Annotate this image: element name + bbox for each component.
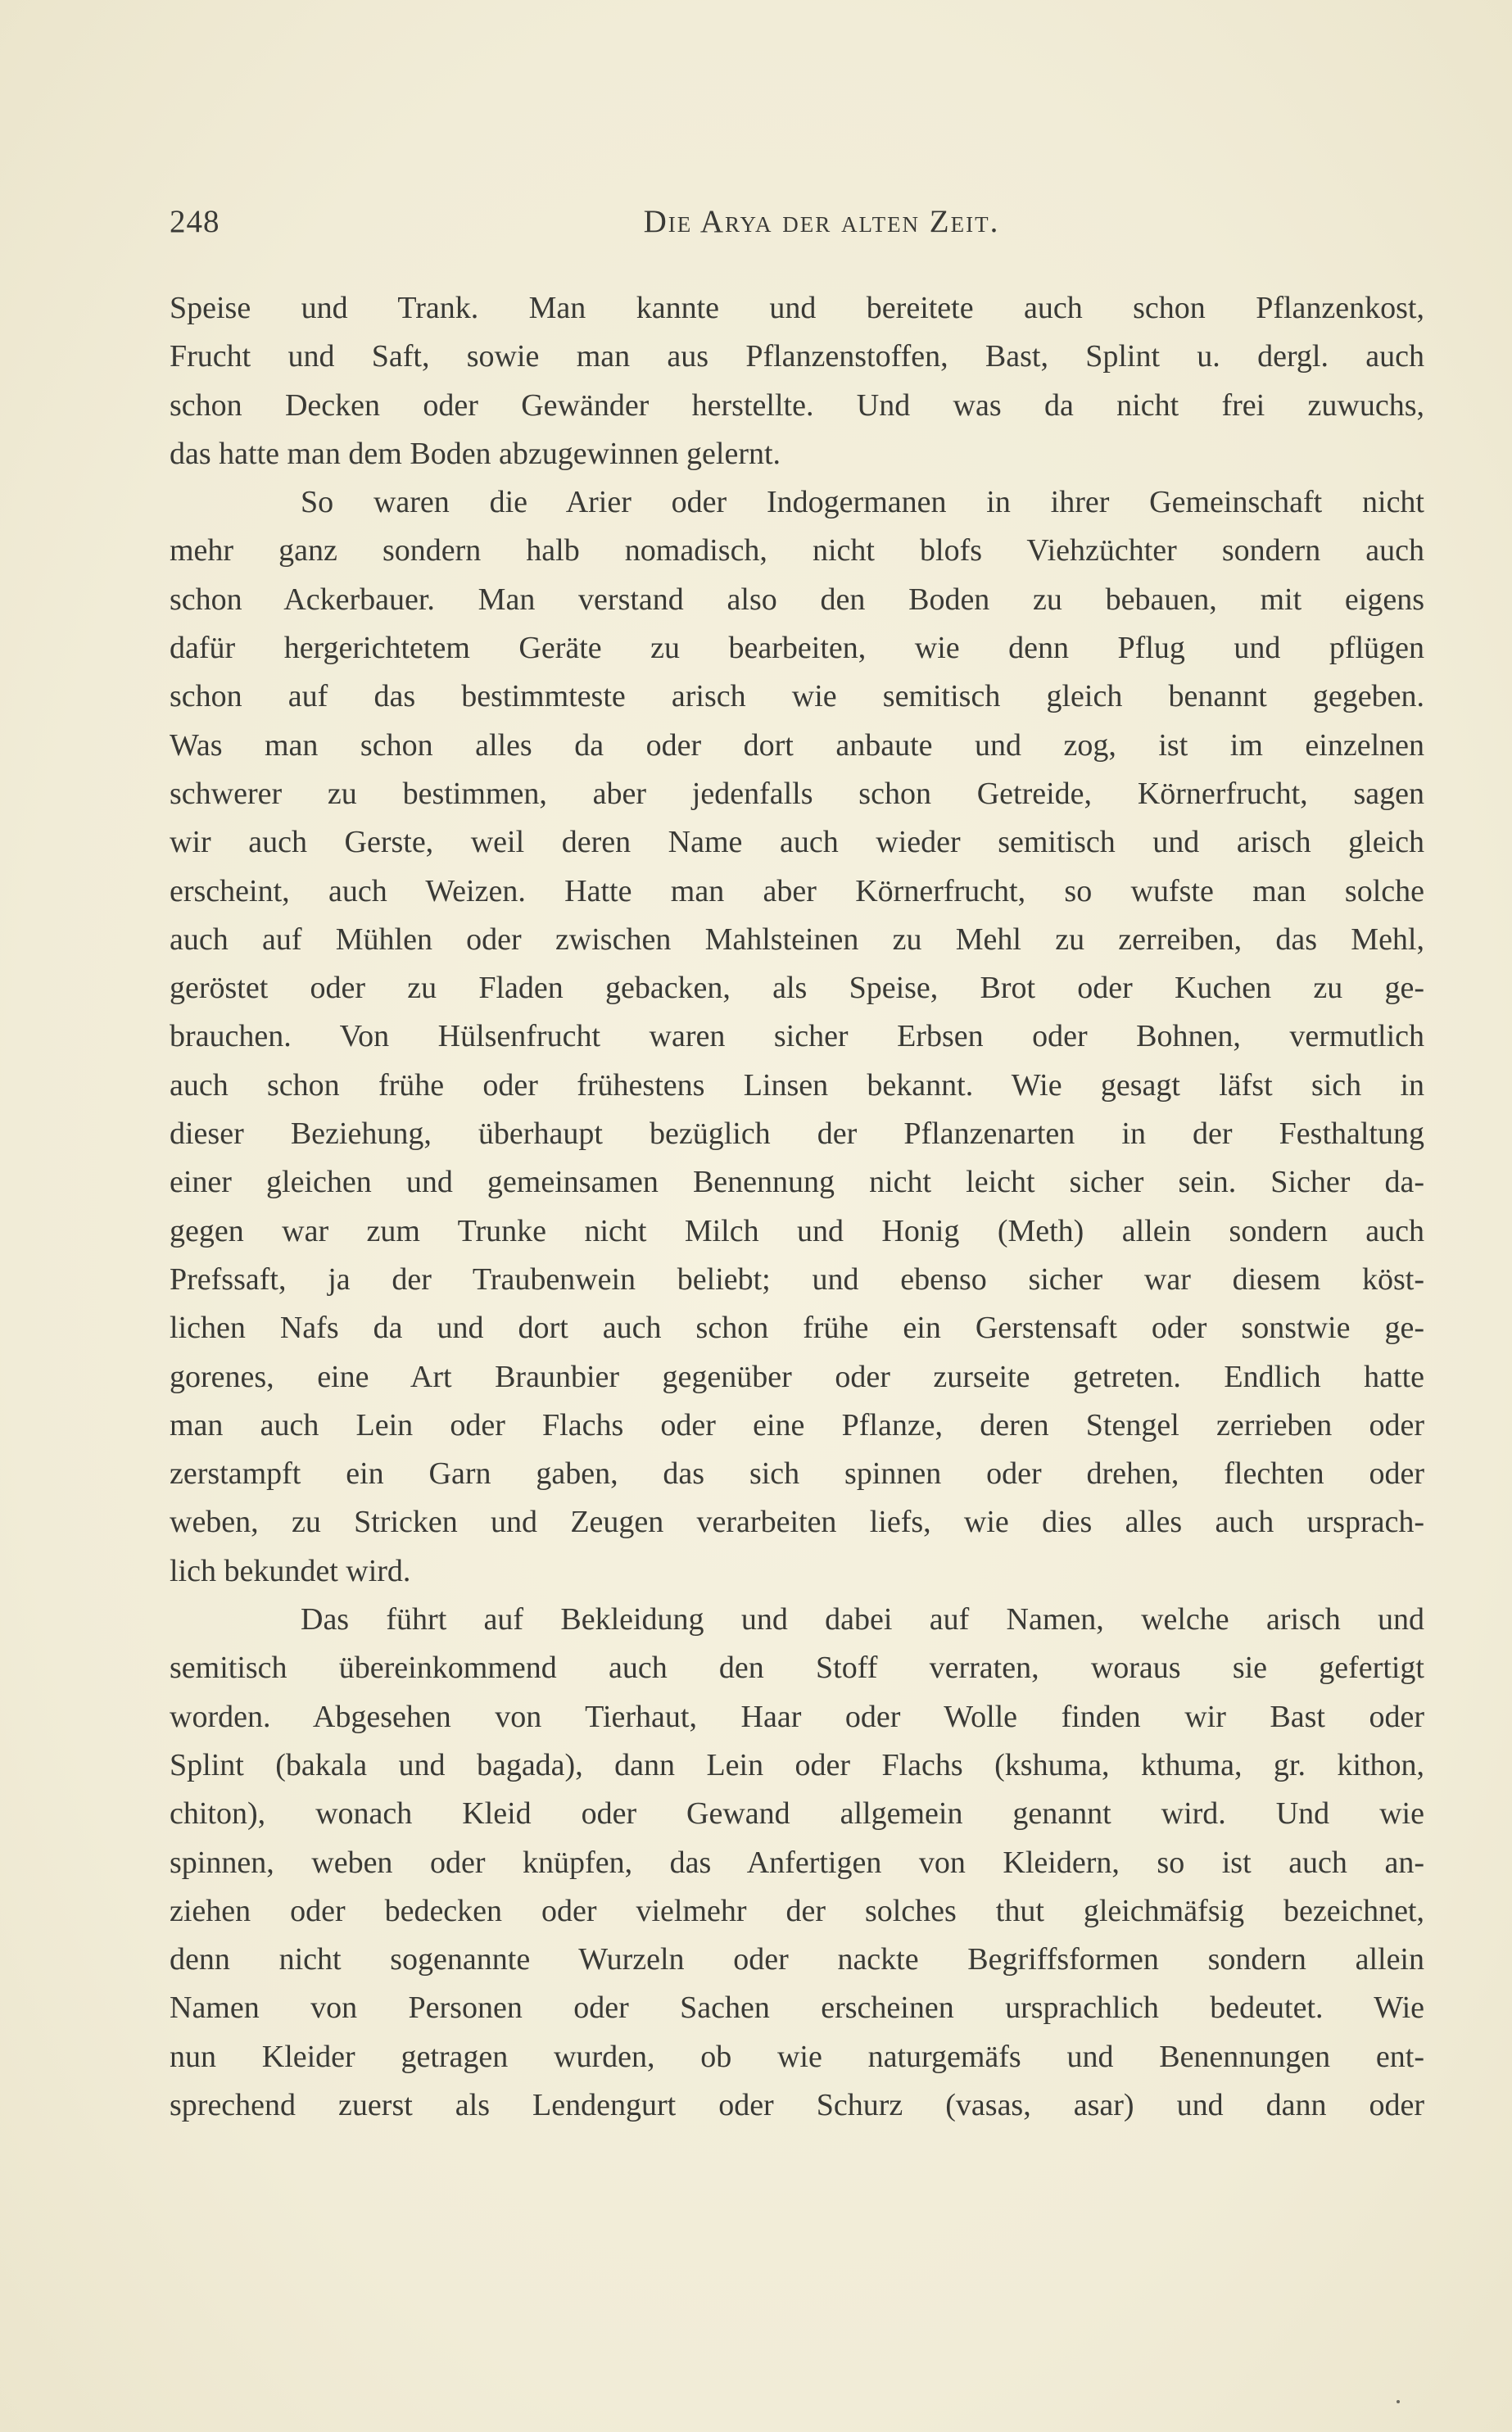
text-line: dafür hergerichtetem Geräte zu bearbeiten, wie denn Pflug und pflügen [170,631,1424,666]
text-line: einer gleichen und gemeinsamen Benennung nicht leicht sicher sein. Sicher da- [170,1165,1424,1200]
text-line: ziehen oder bedecken oder vielmehr der solches thut gleichmäfsig bezeichnet, [170,1893,1424,1928]
text-line: schwerer zu bestimmen, aber jedenfalls schon Getreide, Körnerfrucht, sagen [170,776,1424,811]
text-line: Speise und Trank. Man kannte und bereitete auch schon Pflanzenkost, [170,291,1424,325]
text-line: brauchen. Von Hülsenfrucht waren sicher Erbsen oder Bohnen, vermutlich [170,1019,1424,1054]
text-line: schon Decken oder Gewänder herstellte. Und was da nicht frei zuwuchs, [170,387,1424,423]
page-header [170,203,1424,252]
text-line: gorenes, eine Art Braunbier gegenüber oder zurseite getreten. Endlich hatte [170,1359,1424,1394]
text-line: semitisch übereinkommend auch den Stoff verraten, woraus sie gefertigt [170,1651,1424,1686]
text-line: gegen war zum Trunke nicht Milch und Honig (Meth) allein sondern auch [170,1213,1424,1248]
page-speck [1397,2400,1400,2403]
text-line: mehr ganz sondern halb nomadisch, nicht blofs Viehzüchter sondern auch [170,533,1424,568]
text-line: schon auf das bestimmteste arisch wie semitisch gleich benannt gegeben. [170,679,1424,714]
text-line: auch schon frühe oder frühestens Linsen bekannt. Wie gesagt läfst sich in [170,1067,1424,1103]
text-line: lichen Nafs da und dort auch schon frühe ein Gerstensaft oder sonstwie ge- [170,1311,1424,1346]
text-line: worden. Abgesehen von Tierhaut, Haar oder Wolle finden wir Bast oder [170,1699,1424,1734]
running-title: Die Arya der alten Zeit. [643,204,1000,239]
body-text [170,284,1424,2130]
text-line: Prefssaft, ja der Traubenwein beliebt; und ebenso sicher war diesem köst- [170,1261,1424,1297]
text-line: wir auch Gerste, weil deren Name auch wieder semitisch und arisch gleich [170,825,1424,860]
text-line: Namen von Personen oder Sachen erscheinen ursprachlich bedeutet. Wie [170,1990,1424,2026]
text-line: weben, zu Stricken und Zeugen verarbeiten liefs, wie dies alles auch ursprach- [170,1505,1424,1540]
text-line: schon Ackerbauer. Man verstand also den Boden zu bebauen, mit eigens [170,582,1424,617]
text-line: denn nicht sogenannte Wurzeln oder nackte Begriffsformen sondern allein [170,1942,1424,1977]
text-line: zerstampft ein Garn gaben, das sich spinnen oder drehen, flechten oder [170,1456,1424,1492]
text-line: spinnen, weben oder knüpfen, das Anfertigen von Kleidern, so ist auch an- [170,1845,1424,1880]
text-line: dieser Beziehung, überhaupt bezüglich der Pflanzenarten in der Festhaltung [170,1116,1424,1152]
text-line: chiton), wonach Kleid oder Gewand allgemein genannt wird. Und wie [170,1796,1424,1832]
text-line: erscheint, auch Weizen. Hatte man aber Körnerfrucht, so wufste man solche [170,873,1424,908]
text-line: lich bekundet wird. [170,1553,411,1588]
text-line: Frucht und Saft, sowie man aus Pflanzenstoffen, Bast, Splint u. dergl. auch [170,339,1424,374]
paragraph-start-line: Das führt auf Bekleidung und dabei auf Namen, welche arisch und [301,1602,1424,1637]
text-line: sprechend zuerst als Lendengurt oder Schurz (vasas, asar) und dann oder [170,2087,1424,2122]
text-line: man auch Lein oder Flachs oder eine Pflanze, deren Stengel zerrieben oder [170,1407,1424,1442]
text-line: Splint (bakala und bagada), dann Lein oder Flachs (kshuma, kthuma, gr. kithon, [170,1747,1424,1782]
text-line: nun Kleider getragen wurden, ob wie naturgemäfs und Benennungen ent- [170,2039,1424,2074]
text-line: auch auf Mühlen oder zwischen Mahlsteinen zu Mehl zu zerreiben, das Mehl, [170,922,1424,957]
text-line: geröstet oder zu Fladen gebacken, als Speise, Brot oder Kuchen zu ge- [170,971,1424,1006]
text-line: das hatte man dem Boden abzugewinnen gelernt. [170,436,781,471]
text-line: Was man schon alles da oder dort anbaute und zog, ist im einzelnen [170,727,1424,763]
page-number: 248 [170,204,220,239]
paragraph-start-line: So waren die Arier oder Indogermanen in ihrer Gemeinschaft nicht [301,485,1424,520]
